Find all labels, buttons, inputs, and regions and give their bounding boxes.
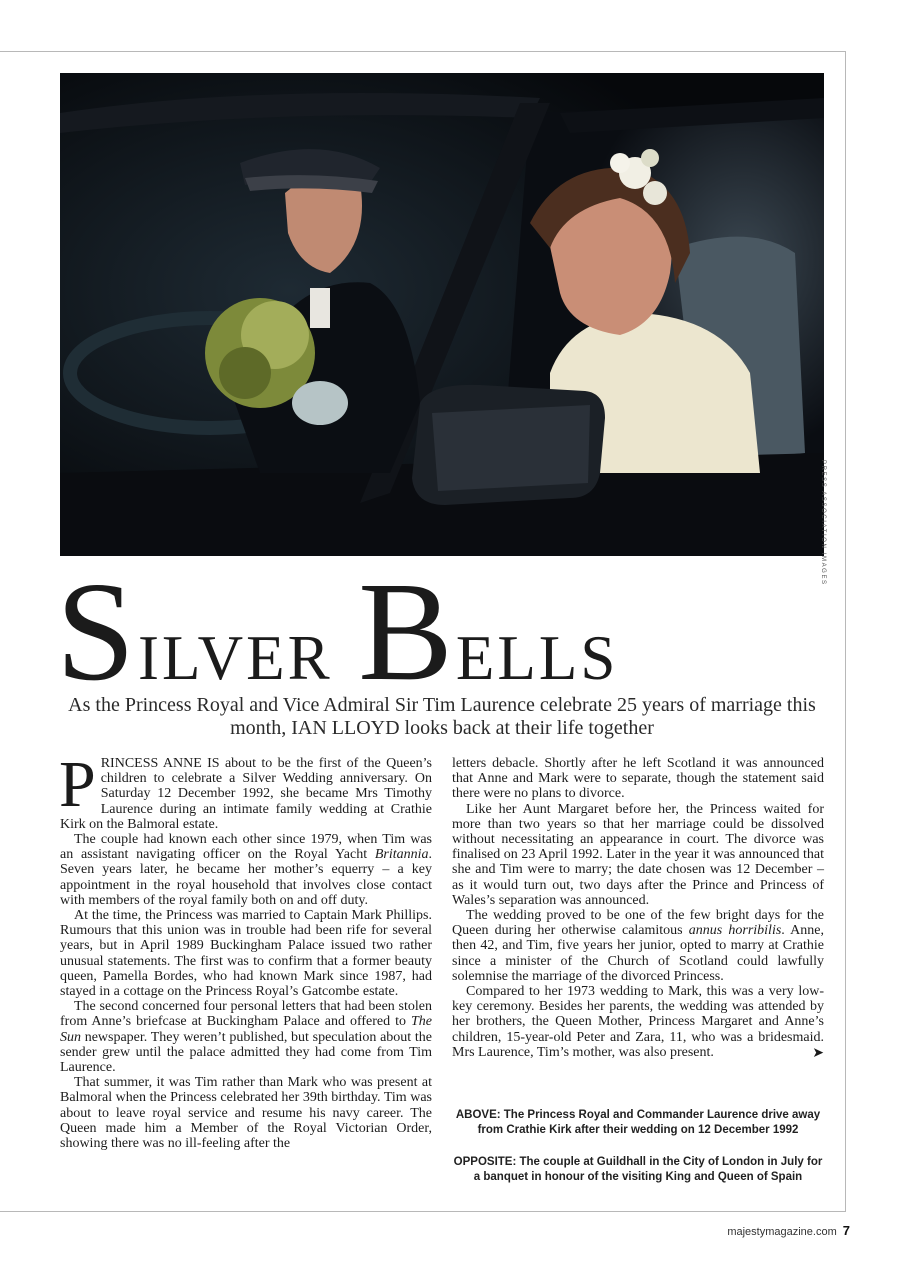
drop-cap: P	[59, 748, 96, 821]
footer-site: majestymagazine.com	[727, 1226, 837, 1238]
article-paragraph	[60, 999, 432, 1075]
paragraph-text: At the time, the Princess was married to Captain Mark Phillips. Rumours that this union was in trouble had been rife for several years, but in April 1989 Buckingham Palace issued two rather unusual statements. The first was to confirm that a former beauty queen, Pamella Bordes, who had known Mark since 1987, had stayed in a cottage on the Princess Royal’s Gatcombe estate.	[60, 908, 432, 1000]
article-paragraph	[59, 748, 432, 832]
newspaper-name: The Sun	[60, 1014, 432, 1045]
article-paragraph	[60, 1075, 432, 1151]
paragraph-text: letters debacle. Shortly after he left Scotland it was announced that Anne and Mark were to separate, though the statement said there were no plans to divorce.	[452, 756, 824, 802]
article-paragraph	[452, 756, 824, 802]
paragraph-text: The wedding proved to be one of the few bright days for the Queen during her otherwise calamitous	[452, 908, 824, 939]
caption-above: ABOVE: The Princess Royal and Commander Laurence drive away from Crathie Kirk after their wedding on 12 December 1992	[455, 1109, 821, 1136]
paragraph-text: RINCESS ANNE IS about to be the first of the Queen’s children to celebrate a Silver Wedding anniversary. On Saturday 12 December 1992, she became Mrs Timothy Laurence during an intimate family wedding at Crathie Kirk on the Balmoral estate.	[60, 756, 432, 832]
page-frame-right-rule	[845, 51, 846, 1212]
paragraph-text: Like her Aunt Margaret before her, the Princess waited for more than two years so that her marriage could be dissolved without necessitating an appearance in court. The divorce was finalised on 23 April 1992. Later in the year it was announced that she and Tim were to marry; the date chosen was 12 December – as it would turn out, two days after the Prince and Princess of Wales’s separation was announced.	[452, 801, 824, 908]
headline-initial-s: S	[56, 552, 138, 710]
article-paragraph	[60, 908, 432, 999]
headline-word-1: ilver	[137, 600, 359, 699]
photo-credit: PRESS ASSOCIATION IMAGES	[820, 460, 826, 586]
headline-word-2: ells	[455, 600, 619, 699]
headline	[56, 552, 836, 710]
paragraph-text: . Anne, then 42, and Tim, five years her junior, opted to marry at Crathie since a minister of the Church of Scotland could lawfully solemnise the marriage of the divorced Princess.	[452, 923, 824, 984]
article-column-right	[452, 756, 824, 1060]
article-paragraph	[452, 802, 824, 908]
paragraph-text: The couple had known each other since 1979, when Tim was an assistant navigating officer on the Royal Yacht	[60, 832, 432, 863]
page-frame-top-rule	[0, 51, 846, 52]
article-paragraph	[452, 908, 824, 984]
paragraph-text: Compared to her 1973 wedding to Mark, this was a very low-key ceremony. Besides her parents, the wedding was attended by her brothers, the Queen Mother, Princess Margaret and Anne’s children, 15-year-old Peter and Zara, 11, who was a bridesmaid. Mrs Laurence, Tim’s mother, was also present.	[452, 984, 824, 1060]
paragraph-text: The second concerned four personal letters that had been stolen from Anne’s briefcase at Buckingham Palace and offered to	[60, 999, 432, 1030]
page-number: 7	[842, 1223, 850, 1238]
article-paragraph	[452, 984, 824, 1060]
headline-initial-b: B	[358, 552, 456, 710]
latin-phrase: annus horribilis	[688, 923, 782, 939]
paragraph-text: That summer, it was Tim rather than Mark who was present at Balmoral when the Princess celebrated her 39th birthday. Tim was about to leave royal service and resume his navy career. The Queen made him a Member of the Royal Victorian Order, showing there was no ill-feeling after the	[60, 1075, 432, 1152]
paragraph-text: . Seven years later, he became her mother’s equerry – a key appointment in the royal household that involves close contact with members of the royal family both on and off duty.	[60, 847, 432, 908]
ship-name: Britannia	[374, 847, 429, 863]
wedding-photo	[60, 73, 824, 556]
continue-arrow-icon: ➤	[812, 1044, 824, 1061]
article-paragraph	[60, 832, 432, 908]
page-frame-bottom-rule	[0, 1211, 846, 1212]
paragraph-text: newspaper. They weren’t published, but speculation about the sender grew until the palace admitted they had come from Tim Laurence.	[60, 1029, 432, 1076]
page-footer	[560, 1224, 850, 1239]
photo-couple-in-car-icon	[60, 73, 824, 556]
standfirst: As the Princess Royal and Vice Admiral Sir Tim Laurence celebrate 25 years of marriage this month, IAN LLOYD looks back at their life together	[68, 694, 816, 739]
article-column-left	[59, 748, 432, 1152]
caption-opposite: OPPOSITE: The couple at Guildhall in the City of London in July for a banquet in honour of the visiting King and Queen of Spain	[453, 1156, 823, 1183]
